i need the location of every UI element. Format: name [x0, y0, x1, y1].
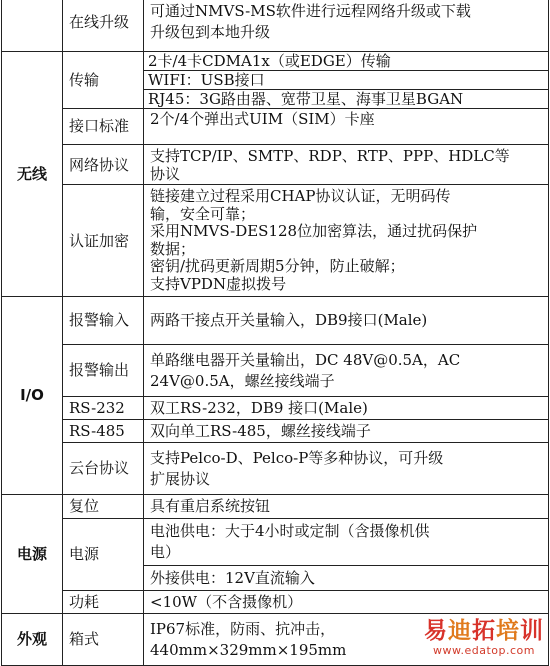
watermark-char: 培 — [496, 618, 520, 644]
description-line: 440mm×329mm×195mm — [150, 640, 347, 659]
description-line: 密钥/扰码更新周期5分钟，防止破解； — [150, 257, 405, 275]
description-cell: 具有重启系统按钮 — [144, 495, 549, 519]
feature-cell: 网络协议 — [63, 145, 144, 185]
description-line: 输，安全可靠； — [150, 204, 256, 223]
watermark-logo — [424, 618, 544, 657]
feature-cell: 认证加密 — [63, 185, 144, 297]
category-cell-io: I/O — [2, 297, 63, 495]
feature-cell: 电源 — [63, 519, 144, 591]
description-cell: 两路干接点开关量输入，DB9接口(Male) — [144, 297, 549, 345]
description-cell — [144, 145, 549, 185]
description-line: 电） — [150, 543, 181, 561]
table-row — [2, 52, 549, 109]
table-row — [2, 185, 549, 297]
table-row — [2, 495, 549, 519]
description-line: 数据； — [150, 239, 196, 258]
table-row — [2, 443, 549, 495]
description-line: 支持VPDN虚拟拨号 — [150, 274, 287, 293]
spec-table — [1, 0, 549, 666]
feature-cell: 功耗 — [63, 591, 144, 614]
description-line: WIFI：USB接口 — [144, 71, 548, 90]
description-line: 电池供电：大于4小时或定制（含摄像机供 — [150, 522, 430, 540]
feature-cell: RS-485 — [63, 420, 144, 443]
description-line: IP67标准，防雨、抗冲击， — [150, 619, 336, 638]
description-line: 链接建立过程采用CHAP协议认证，无明码传 — [150, 187, 451, 205]
table-row — [2, 0, 549, 52]
description-cell: 双向单工RS-485，螺丝接线端子 — [144, 420, 549, 443]
category-cell-appearance: 外观 — [2, 614, 63, 666]
description-line: 支持Pelco-D、Pelco-P等多种协议，可升级 — [150, 448, 444, 467]
category-cell — [2, 0, 63, 52]
table-row — [2, 519, 549, 566]
watermark-char: 拓 — [472, 618, 496, 644]
watermark-title — [424, 618, 544, 644]
table-row — [2, 591, 549, 614]
watermark-char: 易 — [424, 618, 448, 644]
watermark-char: 训 — [520, 618, 544, 644]
description-line: 2卡/4卡CDMA1x（或EDGE）传输 — [144, 52, 548, 71]
table-row — [2, 397, 549, 420]
description-line: 24V@0.5A，螺丝接线端子 — [150, 371, 335, 390]
description-line: 可通过NMVS-MS软件进行远程网络升级或下载 — [150, 2, 471, 20]
description-cell — [144, 443, 549, 495]
table-row — [2, 297, 549, 345]
watermark-url: www.edatop.com — [433, 644, 535, 657]
feature-cell: 报警输出 — [63, 345, 144, 397]
description-cell — [144, 345, 549, 397]
description-line: 采用NMVS-DES128位加密算法，通过扰码保护 — [150, 222, 478, 240]
description-line: 支持TCP/IP、SMTP、RDP、RTP、PPP、HDLC等 — [150, 146, 510, 165]
table-row — [2, 345, 549, 397]
description-cell: 2个/4个弹出式UIM（SIM）卡座 — [144, 109, 549, 145]
feature-cell: 接口标准 — [63, 109, 144, 145]
description-cell: 双工RS-232，DB9 接口(Male) — [144, 397, 549, 420]
table-row — [2, 109, 549, 145]
category-cell-power: 电源 — [2, 495, 63, 614]
description-line: RJ45：3G路由器、宽带卫星、海事卫星BGAN — [148, 90, 464, 108]
description-cell — [144, 185, 549, 297]
feature-cell: 报警输入 — [63, 297, 144, 345]
description-line: 扩展协议 — [150, 469, 211, 488]
description-cell — [144, 519, 549, 566]
feature-cell: 复位 — [63, 495, 144, 519]
category-cell-wireless: 无线 — [2, 52, 63, 297]
description-line: 单路继电器开关量输出，DC 48V@0.5A，AC — [150, 350, 461, 369]
description-cell: 外接供电：12V直流输入 — [144, 566, 549, 591]
feature-cell: 云台协议 — [63, 443, 144, 495]
description-cell — [144, 52, 549, 109]
feature-cell: 传输 — [63, 52, 144, 109]
feature-cell: 在线升级 — [63, 0, 144, 52]
table-row — [2, 145, 549, 185]
description-line: 升级包到本地升级 — [150, 23, 271, 41]
feature-cell: RS-232 — [63, 397, 144, 420]
feature-cell: 箱式 — [63, 614, 144, 666]
description-cell — [144, 0, 549, 52]
table-row — [2, 420, 549, 443]
description-cell: <10W（不含摄像机） — [144, 591, 549, 614]
description-line: 协议 — [150, 164, 181, 183]
watermark-char: 迪 — [448, 618, 472, 644]
